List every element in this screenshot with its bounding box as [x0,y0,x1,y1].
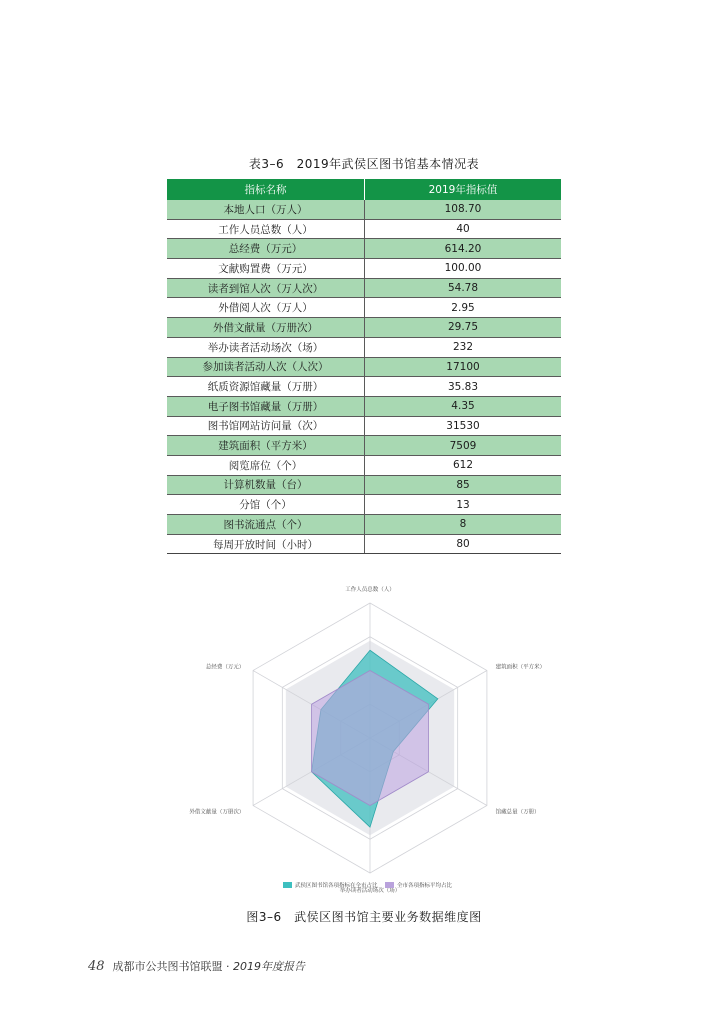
table-row [167,495,561,515]
indicator-value-cell: 7509 [365,436,562,456]
table-row [167,396,561,416]
radar-axis-label: 馆藏总量（万册） [495,809,540,816]
publisher: 成都市公共图书馆联盟 · [112,960,234,973]
indicator-value-cell: 31530 [365,416,562,436]
table-row [167,377,561,397]
indicator-name-cell: 外借阅人次（万人） [167,298,365,318]
indicator-value-cell: 2.95 [365,298,562,318]
indicator-value-cell: 17100 [365,357,562,377]
indicator-name-cell: 工作人员总数（人） [167,219,365,239]
indicator-name-cell: 总经费（万元） [167,239,365,259]
indicator-name-cell: 外借文献量（万册次） [167,318,365,338]
table-row [167,436,561,456]
radar-axis-label: 举办读者活动场次（场） [339,888,401,894]
header-value: 2019年指标值 [365,179,562,200]
page-footer [88,958,305,974]
table-row [167,337,561,357]
indicator-name-cell: 电子图书馆藏量（万册） [167,396,365,416]
table-row [167,259,561,279]
indicator-value-cell: 40 [365,219,562,239]
figure-caption: 图3–6 武侯区图书馆主要业务数据维度图 [246,910,482,924]
indicator-name-cell: 建筑面积（平方米） [167,436,365,456]
indicator-value-cell: 29.75 [365,318,562,338]
table-row [167,278,561,298]
indicator-table [167,179,561,554]
indicator-value-cell: 13 [365,495,562,515]
indicator-name-cell: 举办读者活动场次（场） [167,337,365,357]
indicator-value-cell: 100.00 [365,259,562,279]
radar-axis-label: 总经费（万元） [205,664,245,671]
indicator-name-cell: 每周开放时间（小时） [167,534,365,554]
year-report: 2019年度报告 [233,960,306,973]
indicator-value-cell: 85 [365,475,562,495]
radar-svg [170,585,558,900]
legend-label: 全市各项指标平均占比 [397,883,453,889]
radar-axis-label: 外借文献量（万册次） [189,809,245,816]
indicator-value-cell: 8 [365,515,562,535]
page-number: 48 [88,959,105,974]
indicator-value-cell: 614.20 [365,239,562,259]
table-header-row [167,179,561,200]
radar-axis-label: 建筑面积（平方米） [495,664,546,671]
indicator-name-cell: 文献购置费（万元） [167,259,365,279]
radar-axis-label: 工作人员总数（人） [345,587,395,593]
indicator-name-cell: 分馆（个） [167,495,365,515]
indicator-name-cell: 图书流通点（个） [167,515,365,535]
indicator-value-cell: 80 [365,534,562,554]
indicator-value-cell: 232 [365,337,562,357]
table-row [167,515,561,535]
indicator-name-cell: 纸质资源馆藏量（万册） [167,377,365,397]
table-row [167,455,561,475]
legend-label: 武侯区图书馆各项指标在全市占比 [295,883,378,889]
table-row [167,475,561,495]
table-row [167,298,561,318]
indicator-name-cell: 计算机数量（台） [167,475,365,495]
indicator-name-cell: 本地人口（万人） [167,200,365,219]
table-row [167,239,561,259]
legend-swatch [385,882,394,888]
legend-swatch [283,882,292,888]
indicator-value-cell: 4.35 [365,396,562,416]
indicator-name-cell: 阅览席位（个） [167,455,365,475]
table-row [167,219,561,239]
table-row [167,416,561,436]
indicator-value-cell: 108.70 [365,200,562,219]
indicator-value-cell: 54.78 [365,278,562,298]
radar-chart [170,585,558,900]
indicator-value-cell: 35.83 [365,377,562,397]
table-row [167,357,561,377]
indicator-name-cell: 参加读者活动人次（人次） [167,357,365,377]
table-title: 表3–6 2019年武侯区图书馆基本情况表 [248,157,480,171]
indicator-value-cell: 612 [365,455,562,475]
table-row [167,318,561,338]
header-name: 指标名称 [167,179,365,200]
table-row [167,200,561,219]
indicator-name-cell: 图书馆网站访问量（次） [167,416,365,436]
table-row [167,534,561,554]
indicator-name-cell: 读者到馆人次（万人次） [167,278,365,298]
